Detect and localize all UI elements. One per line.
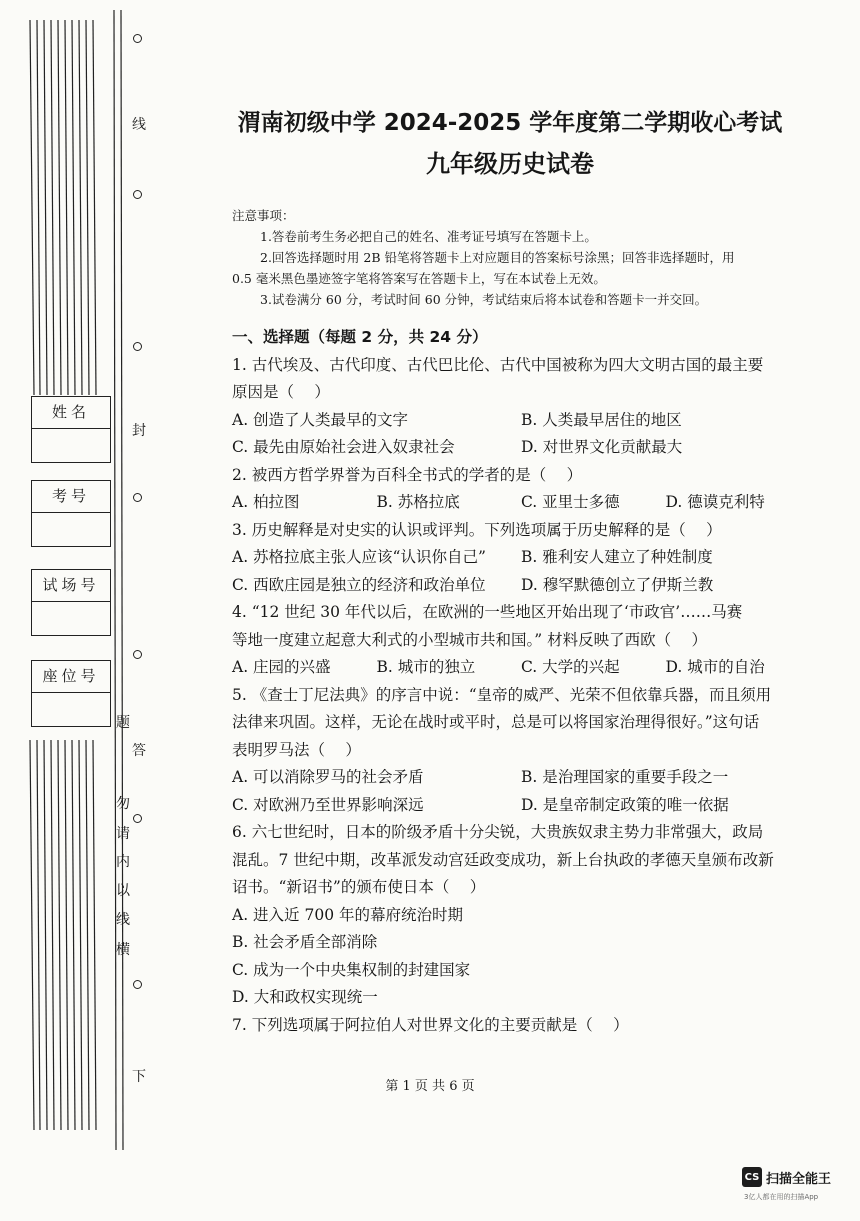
option-c[interactable]: C. 对欧洲乃至世界影响深远 bbox=[232, 795, 424, 814]
question-stem: 混乱。7 世纪中期，改革派发动宫廷政变成功，新上台执政的孝德天皇颁布改新 bbox=[232, 850, 774, 869]
option-d[interactable]: D. 德谟克利特 bbox=[665, 493, 765, 511]
exam-number-label: 考号 bbox=[32, 481, 110, 513]
exam-room-box[interactable] bbox=[31, 569, 111, 636]
scanner-watermark bbox=[742, 1167, 831, 1187]
instructions bbox=[232, 205, 792, 310]
question-stem: 等地一度建立起意大利式的小型城市共和国。” 材料反映了西欧（ ） bbox=[232, 630, 708, 649]
binding-mark: 封 bbox=[132, 423, 146, 439]
binding-mark: 答 bbox=[132, 743, 146, 759]
question-stem: 6. 六七世纪时，日本的阶级矛盾十分尖锐，大贵族奴隶主势力非常强大，政局 bbox=[232, 823, 764, 841]
scanner-tagline: 3亿人都在用的扫描App bbox=[744, 1193, 819, 1201]
question-6 bbox=[232, 819, 810, 1012]
option-a[interactable]: A. 进入近 700 年的幕府统治时期 bbox=[232, 905, 463, 924]
binding-mark: 横 bbox=[116, 942, 130, 958]
question-stem: 法律来巩固。这样，无论在战时或平时，总是可以将国家治理得很好。”这句话 bbox=[232, 713, 760, 731]
option-b[interactable]: B. 人类最早居住的地区 bbox=[521, 410, 682, 429]
question-list bbox=[232, 324, 810, 1039]
question-4 bbox=[232, 599, 810, 682]
exam-subtitle: 九年级历史试卷 bbox=[426, 150, 594, 178]
page-number: 第 1 页 共 6 页 bbox=[385, 1079, 475, 1094]
option-b[interactable]: B. 苏格拉底 bbox=[376, 493, 460, 511]
option-a[interactable]: A. 苏格拉底主张人应该“认识你自己” bbox=[232, 548, 486, 566]
option-c[interactable]: C. 西欧庄园是独立的经济和政治单位 bbox=[232, 575, 486, 594]
exam-room-label: 试场号 bbox=[32, 570, 110, 602]
scanner-brand: 扫描全能王 bbox=[766, 1171, 832, 1187]
option-b[interactable]: B. 城市的独立 bbox=[376, 658, 476, 676]
option-b[interactable]: B. 雅利安人建立了种姓制度 bbox=[521, 548, 713, 566]
binding-mark: 请 bbox=[116, 826, 130, 842]
instructions-heading: 注意事项： bbox=[232, 208, 295, 223]
question-stem: 原因是（ ） bbox=[232, 383, 330, 401]
option-d[interactable]: D. 大和政权实现统一 bbox=[232, 988, 378, 1006]
option-d[interactable]: D. 是皇帝制定政策的唯一依据 bbox=[521, 795, 729, 814]
question-7 bbox=[232, 1012, 810, 1040]
seat-number-box[interactable] bbox=[31, 660, 111, 727]
option-b[interactable]: B. 是治理国家的重要手段之一 bbox=[521, 768, 729, 786]
question-stem: 1. 古代埃及、古代印度、古代巴比伦、古代中国被称为四大文明古国的最主要 bbox=[232, 355, 764, 374]
instruction-item: 2.回答选择题时用 2B 铅笔将答题卡上对应题目的答案标号涂黑；回答非选择题时，用 bbox=[260, 250, 735, 265]
instruction-item: 3.试卷满分 60 分，考试时间 60 分钟，考试结束后将本试卷和答题卡一并交回。 bbox=[260, 292, 708, 307]
question-stem: 7. 下列选项属于阿拉伯人对世界文化的主要贡献是（ ） bbox=[232, 1015, 629, 1034]
question-stem: 2. 被西方哲学界誉为百科全书式的学者的是（ ） bbox=[232, 465, 583, 484]
binding-circle-marker bbox=[133, 814, 142, 823]
cs-logo-icon: CS bbox=[742, 1167, 762, 1187]
instruction-item: 0.5 毫米黑色墨迹签字笔将答案写在答题卡上，写在本试卷上无效。 bbox=[232, 271, 606, 286]
binding-circle-marker bbox=[133, 650, 142, 659]
option-a[interactable]: A. 创造了人类最早的文字 bbox=[232, 410, 409, 429]
option-c[interactable]: C. 成为一个中央集权制的封建国家 bbox=[232, 960, 471, 979]
option-c[interactable]: C. 最先由原始社会进入奴隶社会 bbox=[232, 438, 455, 456]
option-d[interactable]: D. 穆罕默德创立了伊斯兰教 bbox=[521, 575, 714, 594]
seat-number-label: 座位号 bbox=[32, 661, 110, 693]
option-d[interactable]: D. 对世界文化贡献最大 bbox=[521, 438, 683, 456]
option-b[interactable]: B. 社会矛盾全部消除 bbox=[232, 933, 378, 951]
exam-number-box[interactable] bbox=[31, 480, 111, 547]
binding-circle-marker bbox=[133, 493, 142, 502]
option-a[interactable]: A. 柏拉图 bbox=[232, 493, 300, 511]
option-c[interactable]: C. 亚里士多德 bbox=[521, 493, 620, 511]
question-stem: 5. 《查士丁尼法典》的序言中说：“皇帝的威严、光荣不但依靠兵器，而且须用 bbox=[232, 685, 772, 704]
option-a[interactable]: A. 庄园的兴盛 bbox=[232, 658, 331, 676]
binding-margin bbox=[0, 0, 200, 1217]
question-2 bbox=[232, 462, 810, 517]
binding-circle-marker bbox=[133, 190, 142, 199]
binding-mark: 题 bbox=[116, 715, 130, 731]
binding-mark: 内 bbox=[116, 854, 130, 870]
question-stem: 表明罗马法（ ） bbox=[232, 740, 361, 759]
instruction-item: 1.答卷前考生务必把自己的姓名、准考证号填写在答题卡上。 bbox=[260, 229, 597, 244]
binding-mark: 线 bbox=[132, 117, 146, 133]
binding-mark: 以 bbox=[116, 883, 130, 899]
binding-circle-marker bbox=[133, 342, 142, 351]
question-stem: 诏书。“新诏书”的颁布使日本（ ） bbox=[232, 878, 486, 896]
section-title: 一、选择题（每题 2 分，共 24 分） bbox=[232, 328, 488, 346]
option-a[interactable]: A. 可以消除罗马的社会矛盾 bbox=[232, 768, 424, 786]
question-3 bbox=[232, 517, 810, 600]
binding-mark: 线 bbox=[116, 912, 130, 928]
binding-mark: 勿 bbox=[116, 796, 130, 812]
question-1 bbox=[232, 352, 810, 462]
question-stem: 3. 历史解释是对史实的认识或评判。下列选项属于历史解释的是（ ） bbox=[232, 520, 722, 539]
name-label: 姓名 bbox=[32, 397, 110, 429]
binding-circle-marker bbox=[133, 980, 142, 989]
option-d[interactable]: D. 城市的自治 bbox=[665, 658, 765, 676]
name-box[interactable] bbox=[31, 396, 111, 463]
exam-title: 渭南初级中学 2024-2025 学年度第二学期收心考试 bbox=[237, 110, 783, 136]
option-c[interactable]: C. 大学的兴起 bbox=[521, 658, 620, 676]
binding-circle-marker bbox=[133, 34, 142, 43]
binding-mark: 下 bbox=[132, 1069, 146, 1085]
question-5 bbox=[232, 682, 810, 820]
question-stem: 4. “12 世纪 30 年代以后，在欧洲的一些地区开始出现了‘市政官’……马赛 bbox=[232, 603, 743, 621]
